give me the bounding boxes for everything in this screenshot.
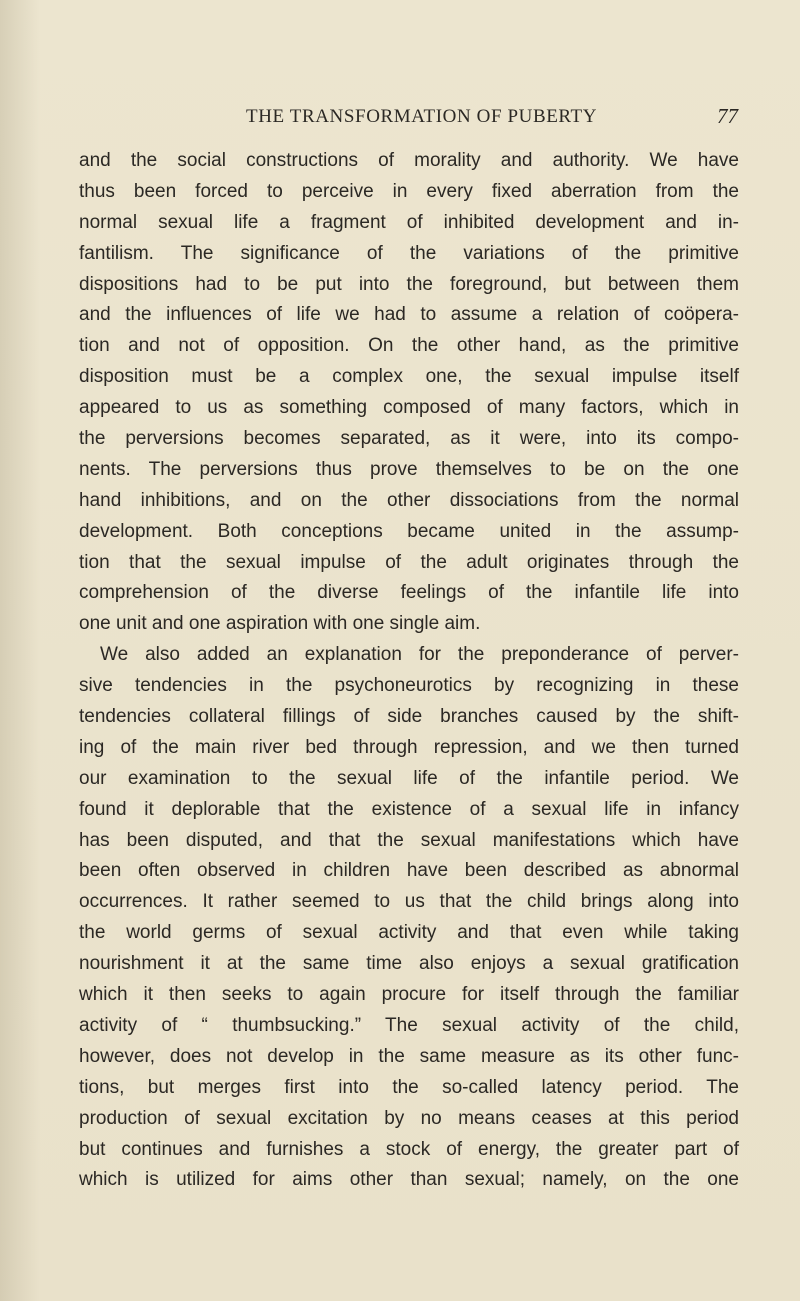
text-line: development. Both conceptions became united in the assump- xyxy=(79,520,739,542)
running-head-title: THE TRANSFORMATION OF PUBERTY xyxy=(246,106,598,127)
text-line: normal sexual life a fragment of inhibited development and in- xyxy=(79,211,739,233)
text-line: the world germs of sexual activity and that even while taking xyxy=(79,922,739,944)
text-line: and the influences of life we had to assume a relation of coöpera- xyxy=(79,304,739,326)
running-head xyxy=(0,106,800,132)
text-line: one unit and one aspiration with one single aim. xyxy=(79,613,481,635)
text-line: tion and not of opposition. On the other hand, as the primitive xyxy=(79,335,739,357)
text-line: tion that the sexual impulse of the adult originates through the xyxy=(79,551,739,573)
text-line: production of sexual excitation by no means ceases at this period xyxy=(79,1107,739,1129)
text-line: which is utilized for aims other than sexual; namely, on the one xyxy=(79,1169,739,1191)
text-line: fantilism. The significance of the variations of the primitive xyxy=(79,242,739,264)
text-line: ing of the main river bed through repression, and we then turned xyxy=(79,736,739,758)
text-line: however, does not develop in the same measure as its other func- xyxy=(79,1045,739,1067)
text-line: sive tendencies in the psychoneurotics by recognizing in these xyxy=(79,675,739,697)
text-line: and the social constructions of morality and authority. We have xyxy=(79,150,739,171)
text-line: but continues and furnishes a stock of energy, the greater part of xyxy=(79,1138,739,1160)
text-line: tendencies collateral fillings of side branches caused by the shift- xyxy=(79,706,739,728)
text-line: hand inhibitions, and on the other dissociations from the normal xyxy=(79,489,739,511)
text-line: been often observed in children have been described as abnormal xyxy=(79,860,739,882)
text-line: our examination to the sexual life of the infantile period. We xyxy=(79,767,739,789)
text-line: tions, but merges first into the so-called latency period. The xyxy=(79,1076,739,1098)
text-line: nourishment it at the same time also enjoys a sexual gratification xyxy=(79,953,739,975)
text-line: comprehension of the diverse feelings of the infantile life into xyxy=(79,582,739,604)
page-number: 77 xyxy=(717,104,738,128)
text-line: disposition must be a complex one, the sexual impulse itself xyxy=(79,366,739,388)
text-line: thus been forced to perceive in every fixed aberration from the xyxy=(79,180,739,202)
text-line: which it then seeks to again procure for itself through the familiar xyxy=(79,984,739,1006)
body-text xyxy=(79,146,739,1196)
text-line: dispositions had to be put into the foreground, but between them xyxy=(79,273,739,295)
text-line: the perversions becomes separated, as it were, into its compo- xyxy=(79,428,739,450)
text-line: nents. The perversions thus prove themselves to be on the one xyxy=(79,458,739,480)
text-line: found it deplorable that the existence of a sexual life in infancy xyxy=(79,798,739,820)
text-line: We also added an explanation for the preponderance of perver- xyxy=(100,644,739,666)
text-line: has been disputed, and that the sexual manifestations which have xyxy=(79,829,739,851)
text-line: occurrences. It rather seemed to us that the child brings along into xyxy=(79,891,739,913)
text-line: activity of “ thumbsucking.” The sexual activity of the child, xyxy=(79,1014,739,1036)
text-line: appeared to us as something composed of many factors, which in xyxy=(79,397,739,419)
